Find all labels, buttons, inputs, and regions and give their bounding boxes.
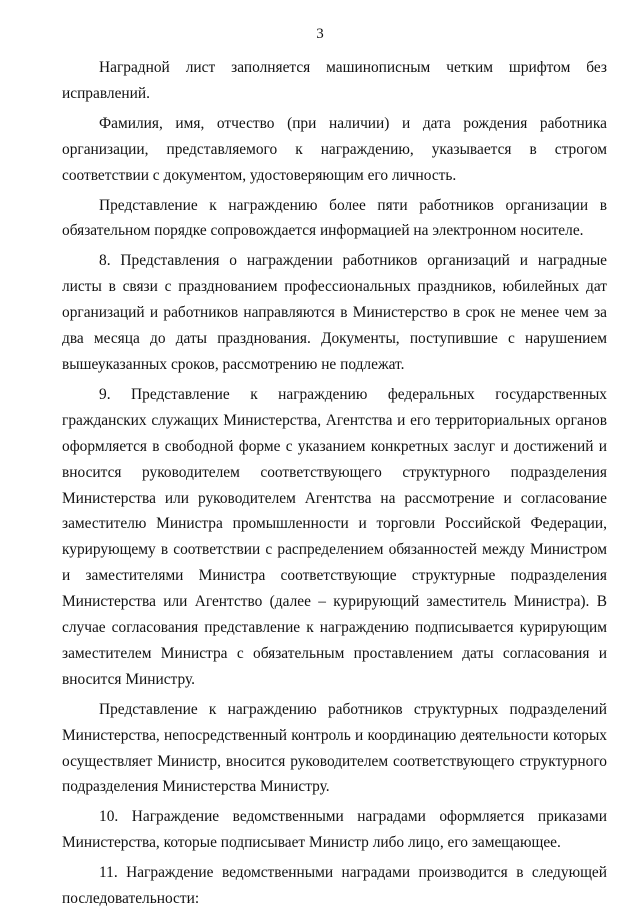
paragraph-item-10: 10. Награждение ведомственными наградами оформляется приказами Министерства, которые подписывает Министр либо лицо, его замещающее. [62, 808, 607, 852]
paragraph-award-sheet-format: Наградной лист заполняется машинописным четким шрифтом без исправлений. [62, 59, 607, 102]
paragraph-minister-units: Представление к награждению работников структурных подразделений Министерства, непосредственный контроль и координацию деятельности которых осуществляет Министр, вносится руководителем соответствующего структурного подразделения Министерства Министру. [62, 700, 607, 796]
paragraph-employee-name: Фамилия, имя, отчество (при наличии) и дата рождения работника организации, представляемого к награждению, указывается в строгом соответствии с документом, удостоверяющим его личность. [62, 114, 607, 184]
document-body [62, 55, 607, 915]
page-number: 3 [316, 26, 324, 42]
paragraph-electronic-media: Представление к награждению более пяти работников организации в обязательном порядке сопровождается информацией на электронном носителе. [62, 196, 607, 240]
paragraph-item-9: 9. Представление к награждению федеральных государственных гражданских служащих Министерства, Агентства и его территориальных органов оформляется в свободной форме с указанием конкретных заслуг и достижений и вносится руководителем соответствующего структурного подразделения Министерства или руководителем Агентства на рассмотрение и согласование заместителю Министра промышленности и торговли Российской Федерации, курирующему в соответствии с распределением обязанностей между Министром и заместителями Министра соответствующие структурные подразделения Министерства или Агентство (далее – курирующий заместитель Министра). В случае согласования представление к награждению подписывается курирующим заместителем Министра с обязательным проставлением даты согласования и вносится Министру. [62, 385, 607, 688]
paragraph-item-11: 11. Награждение ведомственными наградами производится в следующей последовательности: [62, 864, 607, 908]
paragraph-item-8: 8. Представления о награждении работников организаций и наградные листы в связи с празднованием профессиональных праздников, юбилейных дат организаций и работников направляются в Министерство в срок не менее чем за два месяца до даты празднования. Документы, поступившие с нарушением вышеуказанных сроков, рассмотрению не подлежат. [62, 252, 607, 373]
